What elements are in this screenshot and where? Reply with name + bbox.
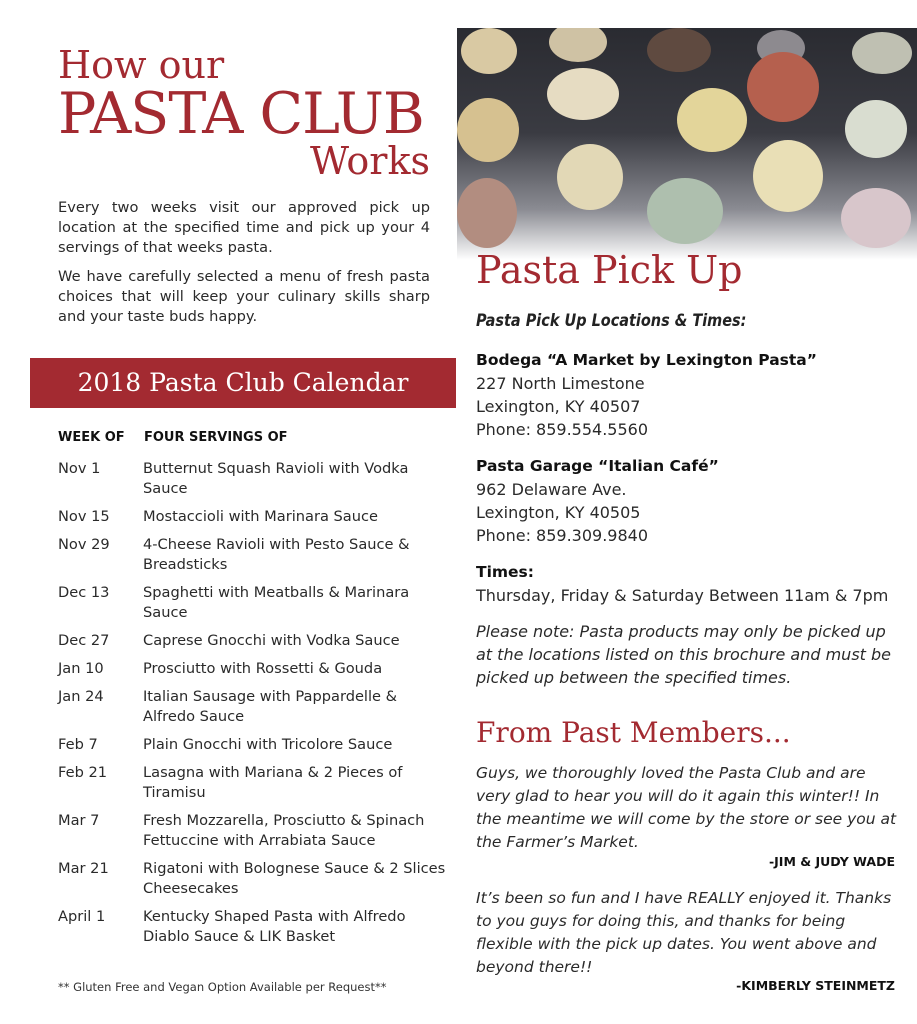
location-name: Bodega “A Market by Lexington Pasta” — [476, 351, 817, 369]
pasta-nest-image — [647, 28, 711, 72]
week-cell: Nov 29 — [58, 536, 110, 553]
pasta-nest-image — [841, 188, 911, 248]
pickup-note: Please note: Pasta products may only be picked up at the locations listed on this brochure and must be picked up between the specified times. — [476, 622, 892, 687]
pasta-nest-image — [457, 98, 519, 162]
servings-cell: Prosciutto with Rossetti & Gouda — [143, 660, 383, 677]
servings-cell: Lasagna with Mariana & 2 Pieces of Tiramisu — [143, 764, 403, 801]
location-name: Pasta Garage “Italian Café” — [476, 457, 719, 475]
left-column — [0, 0, 457, 1024]
calendar-banner: 2018 Pasta Club Calendar — [30, 358, 456, 408]
members-title: From Past Members... — [476, 716, 791, 749]
week-cell: Mar 7 — [58, 812, 100, 829]
intro-paragraph-1: Every two weeks visit our approved pick up location at the specified time and pick up your 4 servings of that weeks pasta. — [58, 199, 430, 256]
hero-line-1: How our — [58, 43, 225, 87]
servings-cell: Plain Gnocchi with Tricolore Sauce — [143, 736, 393, 753]
testimonial-signature-2: -KIMBERLY STEINMETZ — [736, 978, 895, 993]
week-cell: Mar 21 — [58, 860, 109, 877]
calendar-row — [58, 535, 448, 575]
week-cell: Nov 1 — [58, 460, 101, 477]
calendar-footnote: ** Gluten Free and Vegan Option Available per Request** — [58, 980, 387, 994]
intro-paragraph-2: We have carefully selected a menu of fresh pasta choices that will keep your culinary skills sharp and your taste buds happy. — [58, 268, 430, 325]
week-cell: Dec 13 — [58, 584, 110, 601]
week-cell: Jan 10 — [58, 660, 104, 677]
pasta-nest-image — [677, 88, 747, 152]
calendar-row — [58, 687, 448, 727]
servings-cell: Caprese Gnocchi with Vodka Sauce — [143, 632, 400, 649]
week-cell: Feb 21 — [58, 764, 108, 781]
location-address-line-1: 962 Delaware Ave. — [476, 480, 627, 499]
calendar-row — [58, 859, 448, 899]
times-value: Thursday, Friday & Saturday Between 11am & 7pm — [476, 586, 889, 605]
calendar-row — [58, 507, 448, 527]
calendar-row — [58, 631, 448, 651]
pasta-nest-image — [557, 144, 623, 210]
servings-cell: 4-Cheese Ravioli with Pesto Sauce & Breadsticks — [143, 536, 410, 573]
testimonial-quote-1: Guys, we thoroughly loved the Pasta Club and are very glad to hear you will do it again this winter!! In the meantime we will come by the store or see you at the Farmer’s Market. — [476, 764, 897, 851]
week-cell: Nov 15 — [58, 508, 110, 525]
pasta-nest-image — [547, 68, 619, 120]
pasta-nest-image — [747, 52, 819, 122]
week-cell: Feb 7 — [58, 736, 98, 753]
pasta-nest-image — [852, 32, 912, 74]
calendar-row — [58, 907, 448, 947]
pickup-times — [476, 561, 906, 607]
calendar-row — [58, 583, 448, 623]
week-cell: April 1 — [58, 908, 106, 925]
hero-line-2: PASTA CLUB — [58, 81, 424, 147]
servings-column-header: FOUR SERVINGS OF — [144, 430, 288, 445]
servings-cell: Fresh Mozzarella, Prosciutto & Spinach Fettuccine with Arrabiata Sauce — [143, 812, 425, 849]
week-column-header: WEEK OF — [58, 430, 125, 445]
pasta-nest-image — [647, 178, 723, 244]
location-phone: Phone: 859.309.9840 — [476, 526, 649, 545]
pickup-subtitle: Pasta Pick Up Locations & Times: — [476, 311, 747, 331]
location-address-line-2: Lexington, KY 40505 — [476, 503, 641, 522]
servings-cell: Rigatoni with Bolognese Sauce & 2 Slices Cheesecakes — [143, 860, 446, 897]
week-cell: Dec 27 — [58, 632, 110, 649]
pasta-nest-image — [457, 178, 517, 248]
calendar-list — [58, 459, 448, 955]
pasta-nest-image — [549, 28, 607, 62]
servings-cell: Kentucky Shaped Pasta with Alfredo Diablo Sauce & LIK Basket — [143, 908, 406, 945]
pasta-nest-image — [845, 100, 907, 158]
location-phone: Phone: 859.554.5560 — [476, 420, 649, 439]
testimonial-signature-1: -JIM & JUDY WADE — [768, 854, 895, 869]
times-label: Times: — [476, 563, 534, 581]
calendar-row — [58, 811, 448, 851]
testimonial-quote-2: It’s been so fun and I have REALLY enjoyed it. Thanks to you guys for doing this, and thanks for being flexible with the pick up dates. You went above and beyond there!! — [476, 889, 892, 976]
location-address-line-2: Lexington, KY 40507 — [476, 397, 641, 416]
pasta-nest-image — [753, 140, 823, 212]
location-address-line-1: 227 North Limestone — [476, 374, 645, 393]
intro-text — [58, 198, 430, 327]
servings-cell: Mostaccioli with Marinara Sauce — [143, 508, 378, 525]
servings-cell: Italian Sausage with Pappardelle & Alfredo Sauce — [143, 688, 398, 725]
hero-line-3: Works — [309, 139, 430, 183]
pasta-nest-image — [461, 28, 517, 74]
servings-cell: Butternut Squash Ravioli with Vodka Sauce — [143, 460, 409, 497]
week-cell: Jan 24 — [58, 688, 104, 705]
calendar-row — [58, 459, 448, 499]
pickup-title: Pasta Pick Up — [476, 248, 743, 292]
servings-cell: Spaghetti with Meatballs & Marinara Sauce — [143, 584, 410, 621]
calendar-row — [58, 735, 448, 755]
pasta-photo — [457, 28, 917, 260]
calendar-row — [58, 763, 448, 803]
location-bodega — [476, 349, 896, 441]
location-pasta-garage — [476, 455, 896, 547]
calendar-row — [58, 659, 448, 679]
